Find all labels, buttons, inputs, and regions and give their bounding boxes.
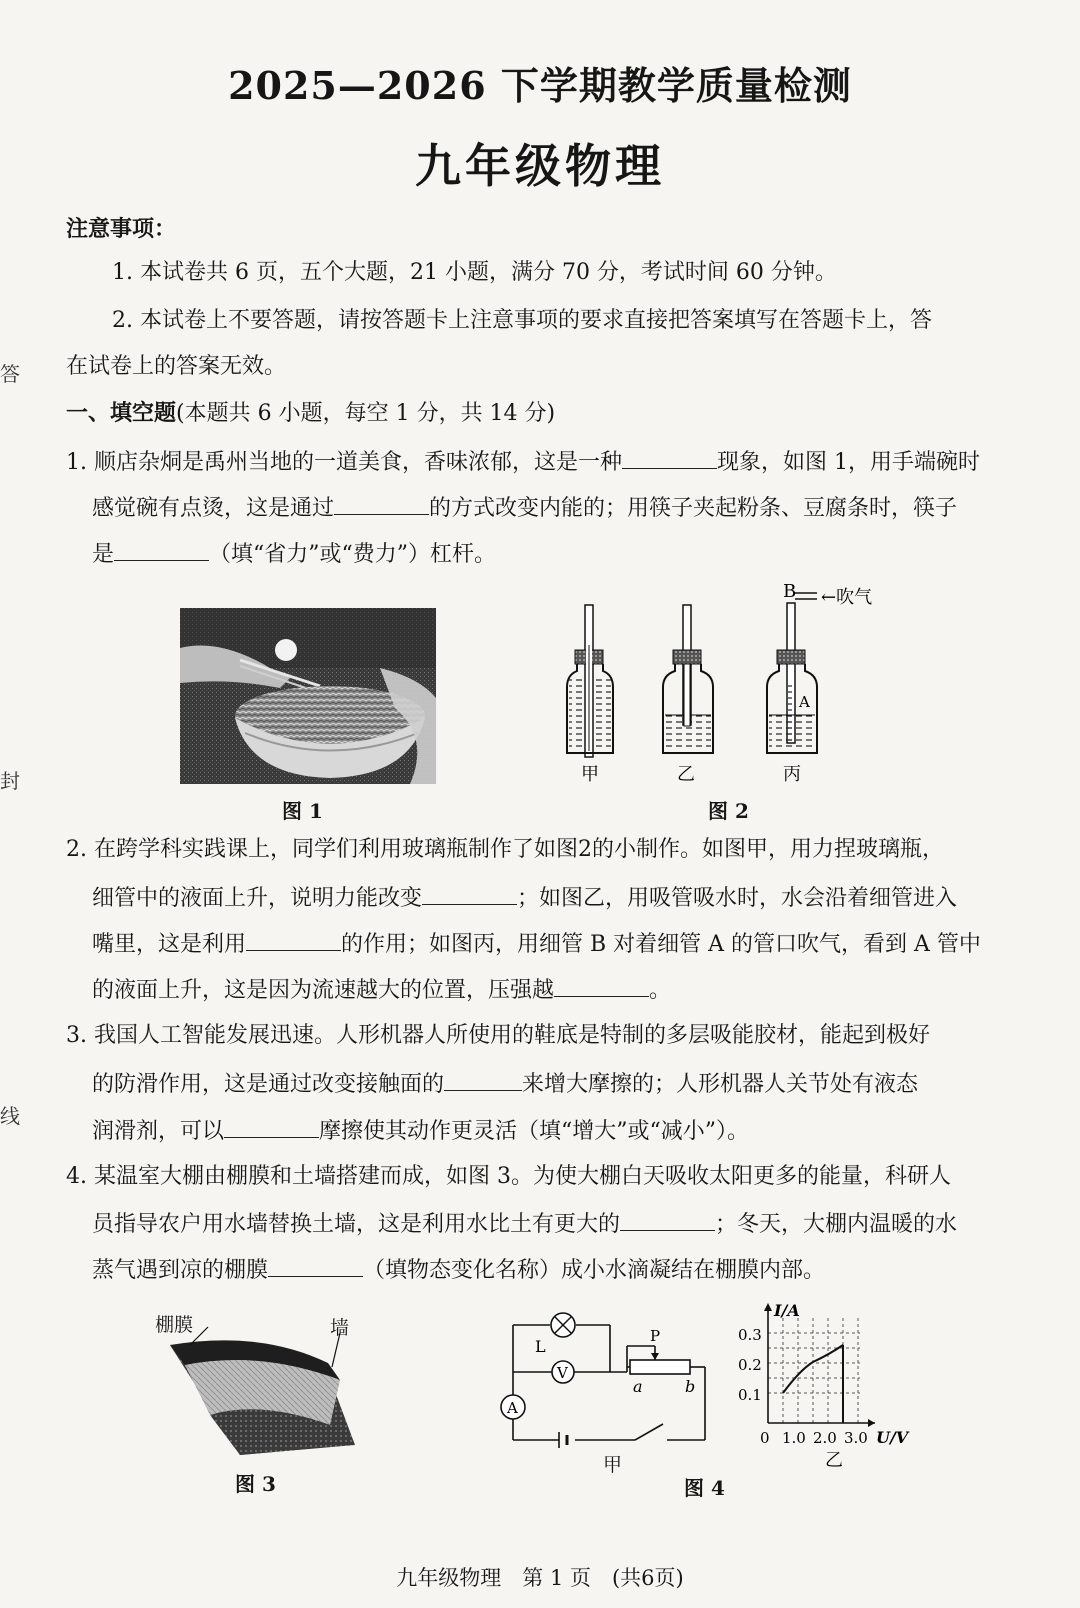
- question-text: 是: [92, 542, 115, 567]
- question-text: 嘴里，这是利用: [92, 932, 247, 957]
- section-heading: [66, 398, 555, 429]
- margin-mark: 线: [0, 1104, 20, 1128]
- question-text: 2. 在跨学科实践课上，同学们利用玻璃瓶制作了如图2的小制作。如图甲，用力捏玻璃瓶，: [66, 837, 944, 862]
- note-item: 2. 本试卷上不要答题，请按答题卡上注意事项的要求直接把答案填写在答题卡上，答: [112, 308, 932, 333]
- voltmeter-label: V: [557, 1364, 568, 1382]
- graph-ytick: 0.2: [738, 1356, 762, 1374]
- question-text: 的液面上升，这是因为流速越大的位置，压强越: [92, 978, 555, 1003]
- question-4-line: [92, 1208, 957, 1240]
- question-text: 4. 某温室大棚由棚膜和土墙搭建而成，如图 3。为使大棚白天吸收太阳更多的能量，科研人: [66, 1164, 951, 1189]
- question-text: 蒸气遇到凉的棚膜: [92, 1258, 269, 1283]
- slider-label: P: [650, 1327, 661, 1345]
- ammeter-label: A: [507, 1399, 518, 1417]
- question-text: 3. 我国人工智能发展迅速。人形机器人所使用的鞋底是特制的多层吸能胶材，能起到极好: [66, 1023, 930, 1048]
- question-text: 感觉碗有点烫，这是通过: [92, 496, 335, 521]
- answer-blank: [334, 492, 429, 515]
- answer-blank: [224, 1115, 319, 1138]
- graph-xtick: 1.0: [782, 1429, 806, 1447]
- question-4-line: [92, 1254, 825, 1286]
- figure-1-photo: [180, 608, 436, 784]
- question-text: 细管中的液面上升，说明力能改变: [92, 886, 423, 911]
- question-1-line: [92, 492, 957, 524]
- figure-4-caption: 图 4: [684, 1476, 725, 1500]
- answer-blank: [422, 882, 517, 905]
- bottle-yi-label: 乙: [677, 764, 695, 785]
- terminal-a-label: a: [633, 1377, 643, 1396]
- figure-3-caption: 图 3: [235, 1472, 276, 1496]
- figure-2-caption: 图 2: [708, 799, 749, 823]
- question-text: 。: [649, 978, 672, 1003]
- answer-blank: [444, 1068, 522, 1091]
- graph-xtick: 2.0: [813, 1429, 837, 1447]
- question-text: 摩擦使其动作更灵活（填“增大”或“减小”）。: [319, 1119, 750, 1144]
- greenhouse-film-label: 棚膜: [155, 1314, 194, 1336]
- bottle-bing-label: 丙: [783, 764, 801, 785]
- question-2-line: [92, 882, 957, 914]
- question-text: 来增大摩擦的；人形机器人关节处有液态: [522, 1072, 919, 1097]
- question-text: （填物态变化名称）成小水滴凝结在棚膜内部。: [363, 1258, 826, 1283]
- question-text: ；如图乙，用吸管吸水时，水会沿着细管进入: [517, 886, 958, 911]
- question-text: （填“省力”或“费力”）杠杆。: [209, 542, 497, 567]
- figure-1-caption: 图 1: [282, 799, 323, 823]
- notes-heading: 注意事项：: [66, 216, 177, 242]
- margin-mark: 答: [0, 362, 20, 386]
- answer-blank: [620, 1208, 715, 1231]
- question-text: 1. 顺店杂烔是禹州当地的一道美食，香味浓郁，这是一种: [66, 450, 622, 475]
- question-1-line: [92, 538, 496, 570]
- section-desc: (本题共 6 小题，每空 1 分，共 14 分): [176, 401, 556, 426]
- graph-ytick: 0.1: [738, 1386, 762, 1404]
- question-text: 的方式改变内能的；用筷子夹起粉条、豆腐条时，筷子: [429, 496, 958, 521]
- lamp-label: L: [535, 1337, 546, 1356]
- margin-mark: 封: [0, 769, 20, 793]
- question-text: 的防滑作用，这是通过改变接触面的: [92, 1072, 445, 1097]
- graph-sublabel: 乙: [825, 1450, 843, 1471]
- answer-blank: [268, 1254, 363, 1277]
- graph-origin: 0: [760, 1429, 770, 1447]
- question-text: ；冬天，大棚内温暖的水: [715, 1212, 958, 1237]
- graph-xtick: 3.0: [844, 1429, 868, 1447]
- question-2-line: [92, 928, 981, 960]
- answer-blank: [554, 974, 649, 997]
- question-3-line: [66, 1021, 930, 1051]
- tube-b-label: B: [783, 581, 797, 602]
- bottle-bing: [767, 593, 817, 753]
- greenhouse-wall-label: 墙: [330, 1317, 350, 1339]
- question-text: 的作用；如图丙，用细管 B 对着细管 A 的管口吹气，看到 A 管中: [341, 932, 981, 957]
- graph-y-label: I/A: [774, 1301, 800, 1320]
- circuit-sublabel: 甲: [603, 1454, 623, 1476]
- question-4-line: [66, 1162, 951, 1192]
- figure-4-graph: [730, 1298, 920, 1478]
- exam-title: 2025—2026 下学期教学质量检测: [228, 63, 852, 108]
- bottle-jia-label: 甲: [581, 764, 599, 785]
- page-footer: 九年级物理 第 1 页 (共6页): [396, 1566, 684, 1590]
- blow-label: ←吹气: [821, 587, 873, 608]
- question-2-line: [92, 974, 671, 1006]
- question-text: 现象，如图 1，用手端碗时: [717, 450, 980, 475]
- graph-ytick: 0.3: [738, 1326, 762, 1344]
- subject-title: 九年级物理: [415, 139, 665, 193]
- question-text: 润滑剂，可以: [92, 1119, 225, 1144]
- question-1-line: [66, 446, 980, 478]
- answer-blank: [246, 928, 341, 951]
- terminal-b-label: b: [685, 1377, 696, 1396]
- question-text: 员指导农户用水墙替换土墙，这是利用水比土有更大的: [92, 1212, 621, 1237]
- question-3-line: [92, 1115, 749, 1147]
- answer-blank: [622, 446, 717, 469]
- note-item: 在试卷上的答案无效。: [66, 354, 287, 379]
- question-2-line: [66, 835, 944, 865]
- note-item: 1. 本试卷共 6 页，五个大题，21 小题，满分 70 分，考试时间 60 分钟。: [112, 260, 837, 285]
- answer-blank: [114, 538, 209, 561]
- bottle-yi: [663, 605, 713, 753]
- section-title: 一、填空题: [66, 400, 177, 426]
- tube-a-label: A: [799, 693, 810, 711]
- question-3-line: [92, 1068, 918, 1100]
- bottle-jia: [567, 605, 613, 757]
- figure-2-bottles: [555, 575, 895, 790]
- graph-x-label: U/V: [876, 1428, 909, 1447]
